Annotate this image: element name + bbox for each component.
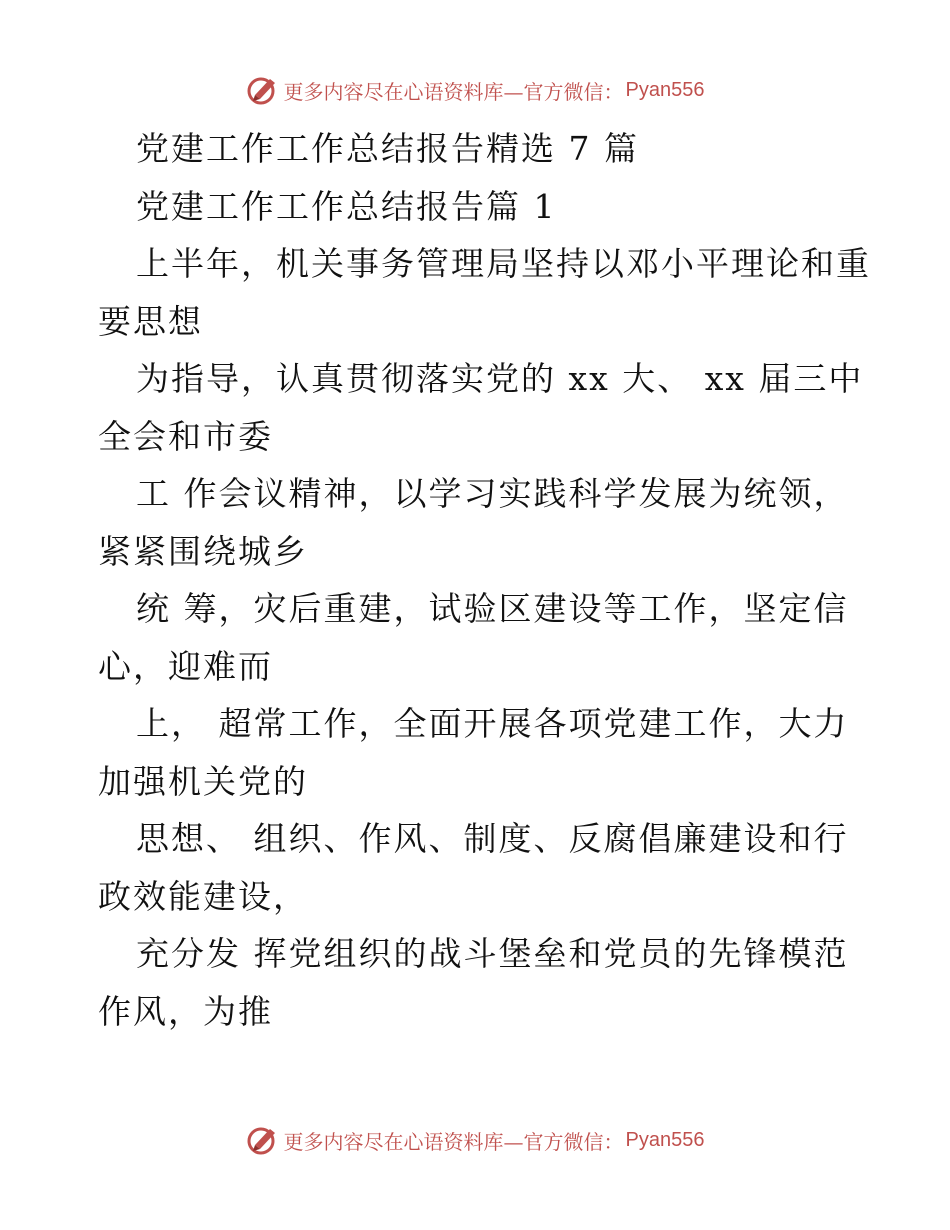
pen-logo-icon — [246, 1123, 280, 1157]
paragraph-line: 紧紧围绕城乡 — [98, 531, 308, 571]
watermark-text: 更多内容尽在心语资料库—官方微信： — [283, 1129, 624, 1154]
watermark-wechat-id: Pyan556 — [625, 1128, 705, 1151]
paragraph-line: 为指导，认真贯彻落实党的 xx 大、 xx 届三中 — [136, 359, 864, 398]
paragraph-line: 要思想 — [98, 301, 203, 341]
paragraph-line: 上半年，机关事务管理局坚持以邓小平理论和重 — [136, 244, 871, 283]
paragraph-line: 政效能建设， — [98, 876, 308, 916]
watermark-wechat-id: Pyan556 — [625, 78, 705, 101]
paragraph-line: 统 筹，灾后重建，试验区建设等工作，坚定信 — [136, 589, 849, 628]
watermark-text: 更多内容尽在心语资料库—官方微信： — [283, 79, 624, 104]
paragraph-line: 作风，为推 — [98, 991, 273, 1031]
paragraph-line: 加强机关党的 — [98, 761, 308, 801]
footer-watermark — [0, 1120, 950, 1160]
header-watermark — [0, 70, 950, 110]
doc-subtitle: 党建工作工作总结报告篇 1 — [136, 186, 557, 226]
pen-logo-icon — [246, 73, 280, 107]
document-body — [98, 120, 871, 1040]
paragraph-line: 工 作会议精神，以学习实践科学发展为统领， — [136, 474, 849, 513]
doc-title: 党建工作工作总结报告精选 7 篇 — [136, 129, 639, 168]
paragraph-line: 心，迎难而 — [98, 646, 273, 686]
paragraph-line: 上， 超常工作，全面开展各项党建工作，大力 — [136, 704, 849, 743]
paragraph-line: 思想、 组织、作风、制度、反腐倡廉建设和行 — [136, 819, 849, 858]
paragraph-line: 全会和市委 — [98, 416, 273, 456]
paragraph-line: 充分发 挥党组织的战斗堡垒和党员的先锋模范 — [136, 934, 849, 973]
